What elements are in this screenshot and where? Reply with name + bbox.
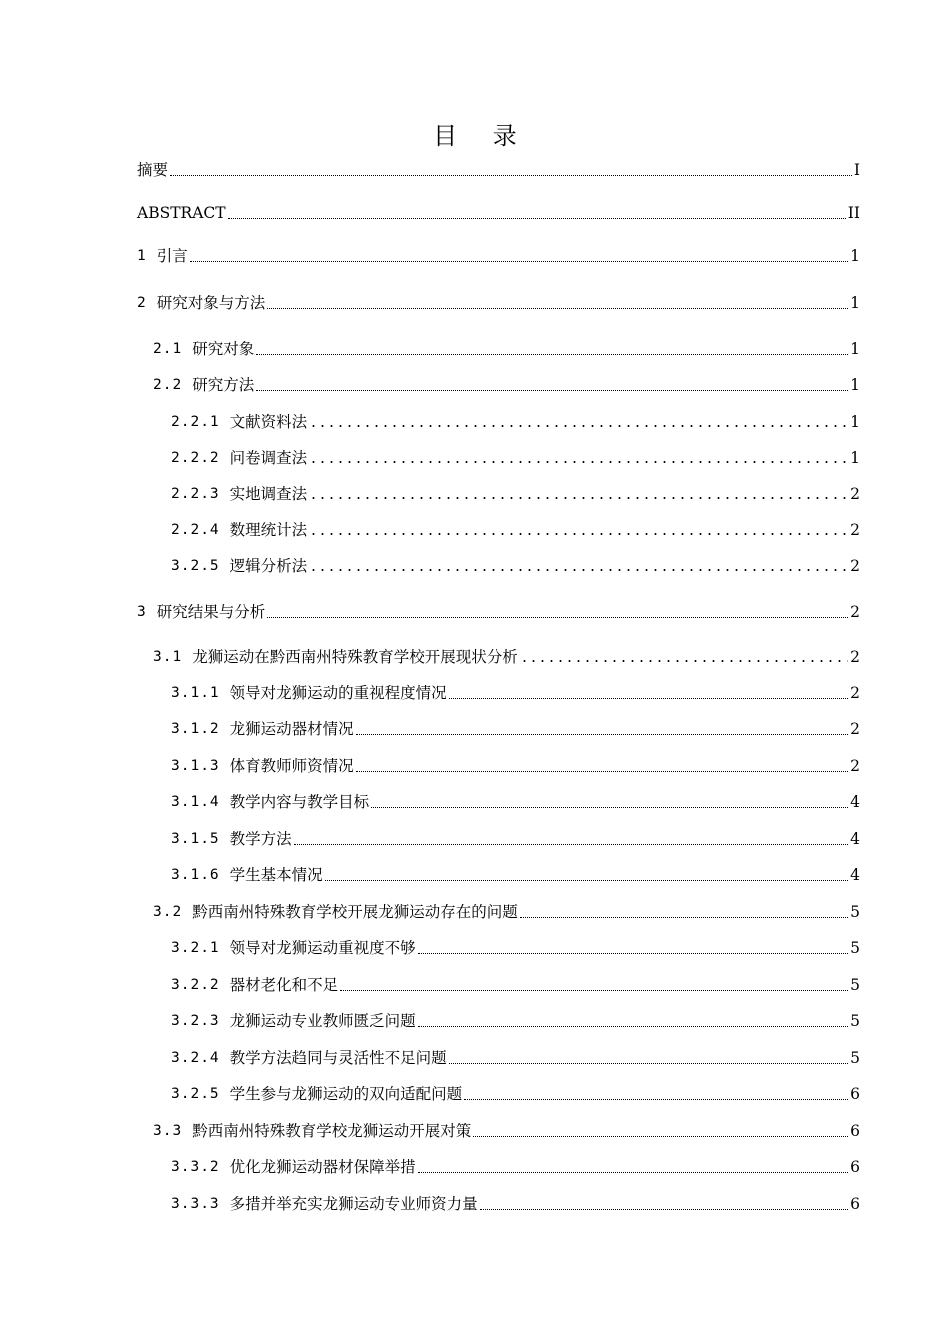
toc-page-number: 4 <box>850 830 860 848</box>
toc-entry-number: 3.2.5 <box>171 1086 220 1102</box>
toc-page-number: 2 <box>850 603 860 621</box>
toc-entry-3-1-2[interactable] <box>171 718 860 740</box>
toc-page-number: 1 <box>850 376 860 394</box>
dot-leader <box>449 698 848 699</box>
toc-page-number: 4 <box>850 866 860 884</box>
toc-entry-3-2-5a[interactable] <box>171 555 860 577</box>
toc-page-number: 2 <box>850 485 860 503</box>
dot-leader <box>356 734 848 735</box>
toc-entry-number: 2.2.2 <box>171 450 220 466</box>
toc-entry-number: 3.2 <box>153 904 183 920</box>
toc-entry-2-2-1[interactable] <box>171 411 860 433</box>
toc-page-number: 2 <box>850 648 860 666</box>
toc-entry-text: 引言 <box>156 247 188 265</box>
toc-entry-abstract-cn[interactable] <box>137 159 860 181</box>
dot-leader <box>228 218 846 219</box>
toc-entry-abstract-en[interactable] <box>137 202 860 224</box>
toc-entry-3-2-1[interactable] <box>171 937 860 959</box>
toc-entry-text: 学生基本情况 <box>229 866 323 884</box>
toc-entry-text: 文献资料法 <box>229 413 308 431</box>
toc-entry-number: 3.1 <box>153 649 183 665</box>
toc-entry-text: 研究对象 <box>192 340 255 358</box>
toc-page-number: 5 <box>850 1049 860 1067</box>
toc-entry-text: 龙狮运动器材情况 <box>229 720 354 738</box>
toc-page-number: 6 <box>850 1122 860 1140</box>
toc-entry-3[interactable] <box>137 601 860 623</box>
toc-entry-text: 体育教师师资情况 <box>229 757 354 775</box>
toc-entry-number: 3.3.2 <box>171 1159 220 1175</box>
dot-leader <box>267 308 848 309</box>
toc-page-number: 5 <box>850 976 860 994</box>
toc-entry-text: 逻辑分析法 <box>229 557 308 575</box>
toc-page-number: 1 <box>850 413 860 431</box>
toc-entry-number: 3.2.3 <box>171 1013 220 1029</box>
dot-leader <box>190 261 848 262</box>
dot-leader <box>309 425 848 427</box>
toc-entry-2-2[interactable] <box>153 374 860 396</box>
toc-entry-3-1-5[interactable] <box>171 828 860 850</box>
toc-entry-2-1[interactable] <box>153 338 860 360</box>
toc-entry-3-2-4[interactable] <box>171 1047 860 1069</box>
dot-leader <box>170 175 852 176</box>
dot-leader <box>294 844 848 845</box>
toc-entry-number: 3.1.5 <box>171 831 220 847</box>
toc-entry-number: 3.1.4 <box>171 794 220 810</box>
dot-leader <box>520 917 848 918</box>
toc-entry-text: 教学内容与教学目标 <box>229 793 370 811</box>
toc-page-number: 6 <box>850 1158 860 1176</box>
dot-leader <box>520 660 848 662</box>
toc-entry-number: 3.3 <box>153 1123 183 1139</box>
toc-entry-text: 黔西南州特殊教育学校开展龙狮运动存在的问题 <box>192 903 518 921</box>
toc-entry-text: 领导对龙狮运动的重视程度情况 <box>229 684 447 702</box>
dot-leader <box>449 1063 848 1064</box>
dot-leader <box>256 354 848 355</box>
toc-page-number: 1 <box>850 340 860 358</box>
toc-entry-text: 实地调查法 <box>229 485 308 503</box>
toc-entry-number: 2.2.1 <box>171 414 220 430</box>
toc-entry-2-2-2[interactable] <box>171 447 860 469</box>
toc-entry-3-3[interactable] <box>153 1120 860 1142</box>
toc-page-number: 2 <box>850 720 860 738</box>
toc-entry-number: 3.1.3 <box>171 758 220 774</box>
dot-leader <box>256 390 848 391</box>
toc-entry-number: 3.3.3 <box>171 1196 220 1212</box>
toc-entry-2-2-4[interactable] <box>171 519 860 541</box>
toc-entry-3-2[interactable] <box>153 901 860 923</box>
toc-entry-number: 3.2.1 <box>171 940 220 956</box>
toc-entry-3-1-3[interactable] <box>171 755 860 777</box>
dot-leader <box>480 1209 848 1210</box>
toc-page-number: 2 <box>850 521 860 539</box>
toc-entry-text: 摘要 <box>137 161 169 179</box>
toc-entry-text: 多措并举充实龙狮运动专业师资力量 <box>229 1195 478 1213</box>
page-title: 目 录 <box>433 122 531 150</box>
toc-entry-3-2-3[interactable] <box>171 1010 860 1032</box>
toc-entry-2-2-3[interactable] <box>171 483 860 505</box>
toc-entry-text: 学生参与龙狮运动的双向适配问题 <box>229 1085 463 1103</box>
dot-leader <box>325 880 848 881</box>
dot-leader <box>309 569 848 571</box>
toc-page-number: 2 <box>850 684 860 702</box>
dot-leader <box>418 1026 848 1027</box>
toc-entry-text: 龙狮运动专业教师匮乏问题 <box>229 1012 416 1030</box>
dot-leader <box>356 771 848 772</box>
toc-entry-text: 优化龙狮运动器材保障举措 <box>229 1158 416 1176</box>
toc-entry-text: 研究对象与方法 <box>156 294 266 312</box>
toc-entry-3-1-1[interactable] <box>171 682 860 704</box>
toc-page-number: I <box>853 161 860 179</box>
dot-leader <box>371 807 848 808</box>
toc-page-number: II <box>847 204 860 222</box>
dot-leader <box>418 1172 848 1173</box>
toc-entry-3-3-2[interactable] <box>171 1156 860 1178</box>
toc-entry-number: 3.2.2 <box>171 977 220 993</box>
dot-leader <box>309 533 848 535</box>
toc-entry-text: ABSTRACT <box>137 204 226 222</box>
toc-entry-3-2-5[interactable] <box>171 1083 860 1105</box>
toc-entry-text: 数理统计法 <box>229 521 308 539</box>
toc-page-number: 4 <box>850 793 860 811</box>
toc-entry-text: 研究方法 <box>192 376 255 394</box>
toc-page-number: 1 <box>850 294 860 312</box>
toc-entry-number: 3 <box>137 604 147 620</box>
toc-entry-text: 教学方法 <box>229 830 292 848</box>
toc-entry-number: 2.2.4 <box>171 522 220 538</box>
toc-entry-text: 领导对龙狮运动重视度不够 <box>229 939 416 957</box>
toc-entry-text: 器材老化和不足 <box>229 976 339 994</box>
toc-page-number: 5 <box>850 903 860 921</box>
toc-page-number: 2 <box>850 557 860 575</box>
toc-page-number: 1 <box>850 449 860 467</box>
toc-page-number: 6 <box>850 1085 860 1103</box>
toc-entry-3-2-2[interactable] <box>171 974 860 996</box>
toc-page-number: 5 <box>850 939 860 957</box>
toc-page-number: 6 <box>850 1195 860 1213</box>
toc-entry-number: 3.1.2 <box>171 721 220 737</box>
dot-leader <box>340 990 848 991</box>
toc-entry-text: 龙狮运动在黔西南州特殊教育学校开展现状分析 <box>192 648 518 666</box>
toc-entry-1[interactable] <box>137 245 860 267</box>
toc-entry-number: 3.1.6 <box>171 867 220 883</box>
toc-entry-number: 3.2.5 <box>171 558 220 574</box>
toc-entry-3-1[interactable] <box>153 646 860 668</box>
toc-entry-3-1-4[interactable] <box>171 791 860 813</box>
toc-entry-text: 教学方法趋同与灵活性不足问题 <box>229 1049 447 1067</box>
dot-leader <box>309 461 848 463</box>
toc-entry-text: 黔西南州特殊教育学校龙狮运动开展对策 <box>192 1122 472 1140</box>
dot-leader <box>309 497 848 499</box>
dot-leader <box>473 1136 848 1137</box>
toc-entry-number: 3.1.1 <box>171 685 220 701</box>
toc-page-number: 2 <box>850 757 860 775</box>
toc-entry-2[interactable] <box>137 292 860 314</box>
dot-leader <box>418 953 848 954</box>
dot-leader <box>267 617 848 618</box>
toc-page-number: 1 <box>850 247 860 265</box>
toc-entry-number: 2.2 <box>153 377 183 393</box>
toc-entry-number: 1 <box>137 248 147 264</box>
toc-entry-number: 3.2.4 <box>171 1050 220 1066</box>
toc-entry-number: 2.2.3 <box>171 486 220 502</box>
toc-entry-number: 2.1 <box>153 341 183 357</box>
toc-entry-text: 问卷调查法 <box>229 449 308 467</box>
toc-page-number: 5 <box>850 1012 860 1030</box>
toc-entry-number: 2 <box>137 295 147 311</box>
toc-entry-text: 研究结果与分析 <box>156 603 266 621</box>
dot-leader <box>464 1099 848 1100</box>
toc-entry-3-3-3[interactable] <box>171 1193 860 1215</box>
toc-entry-3-1-6[interactable] <box>171 864 860 886</box>
